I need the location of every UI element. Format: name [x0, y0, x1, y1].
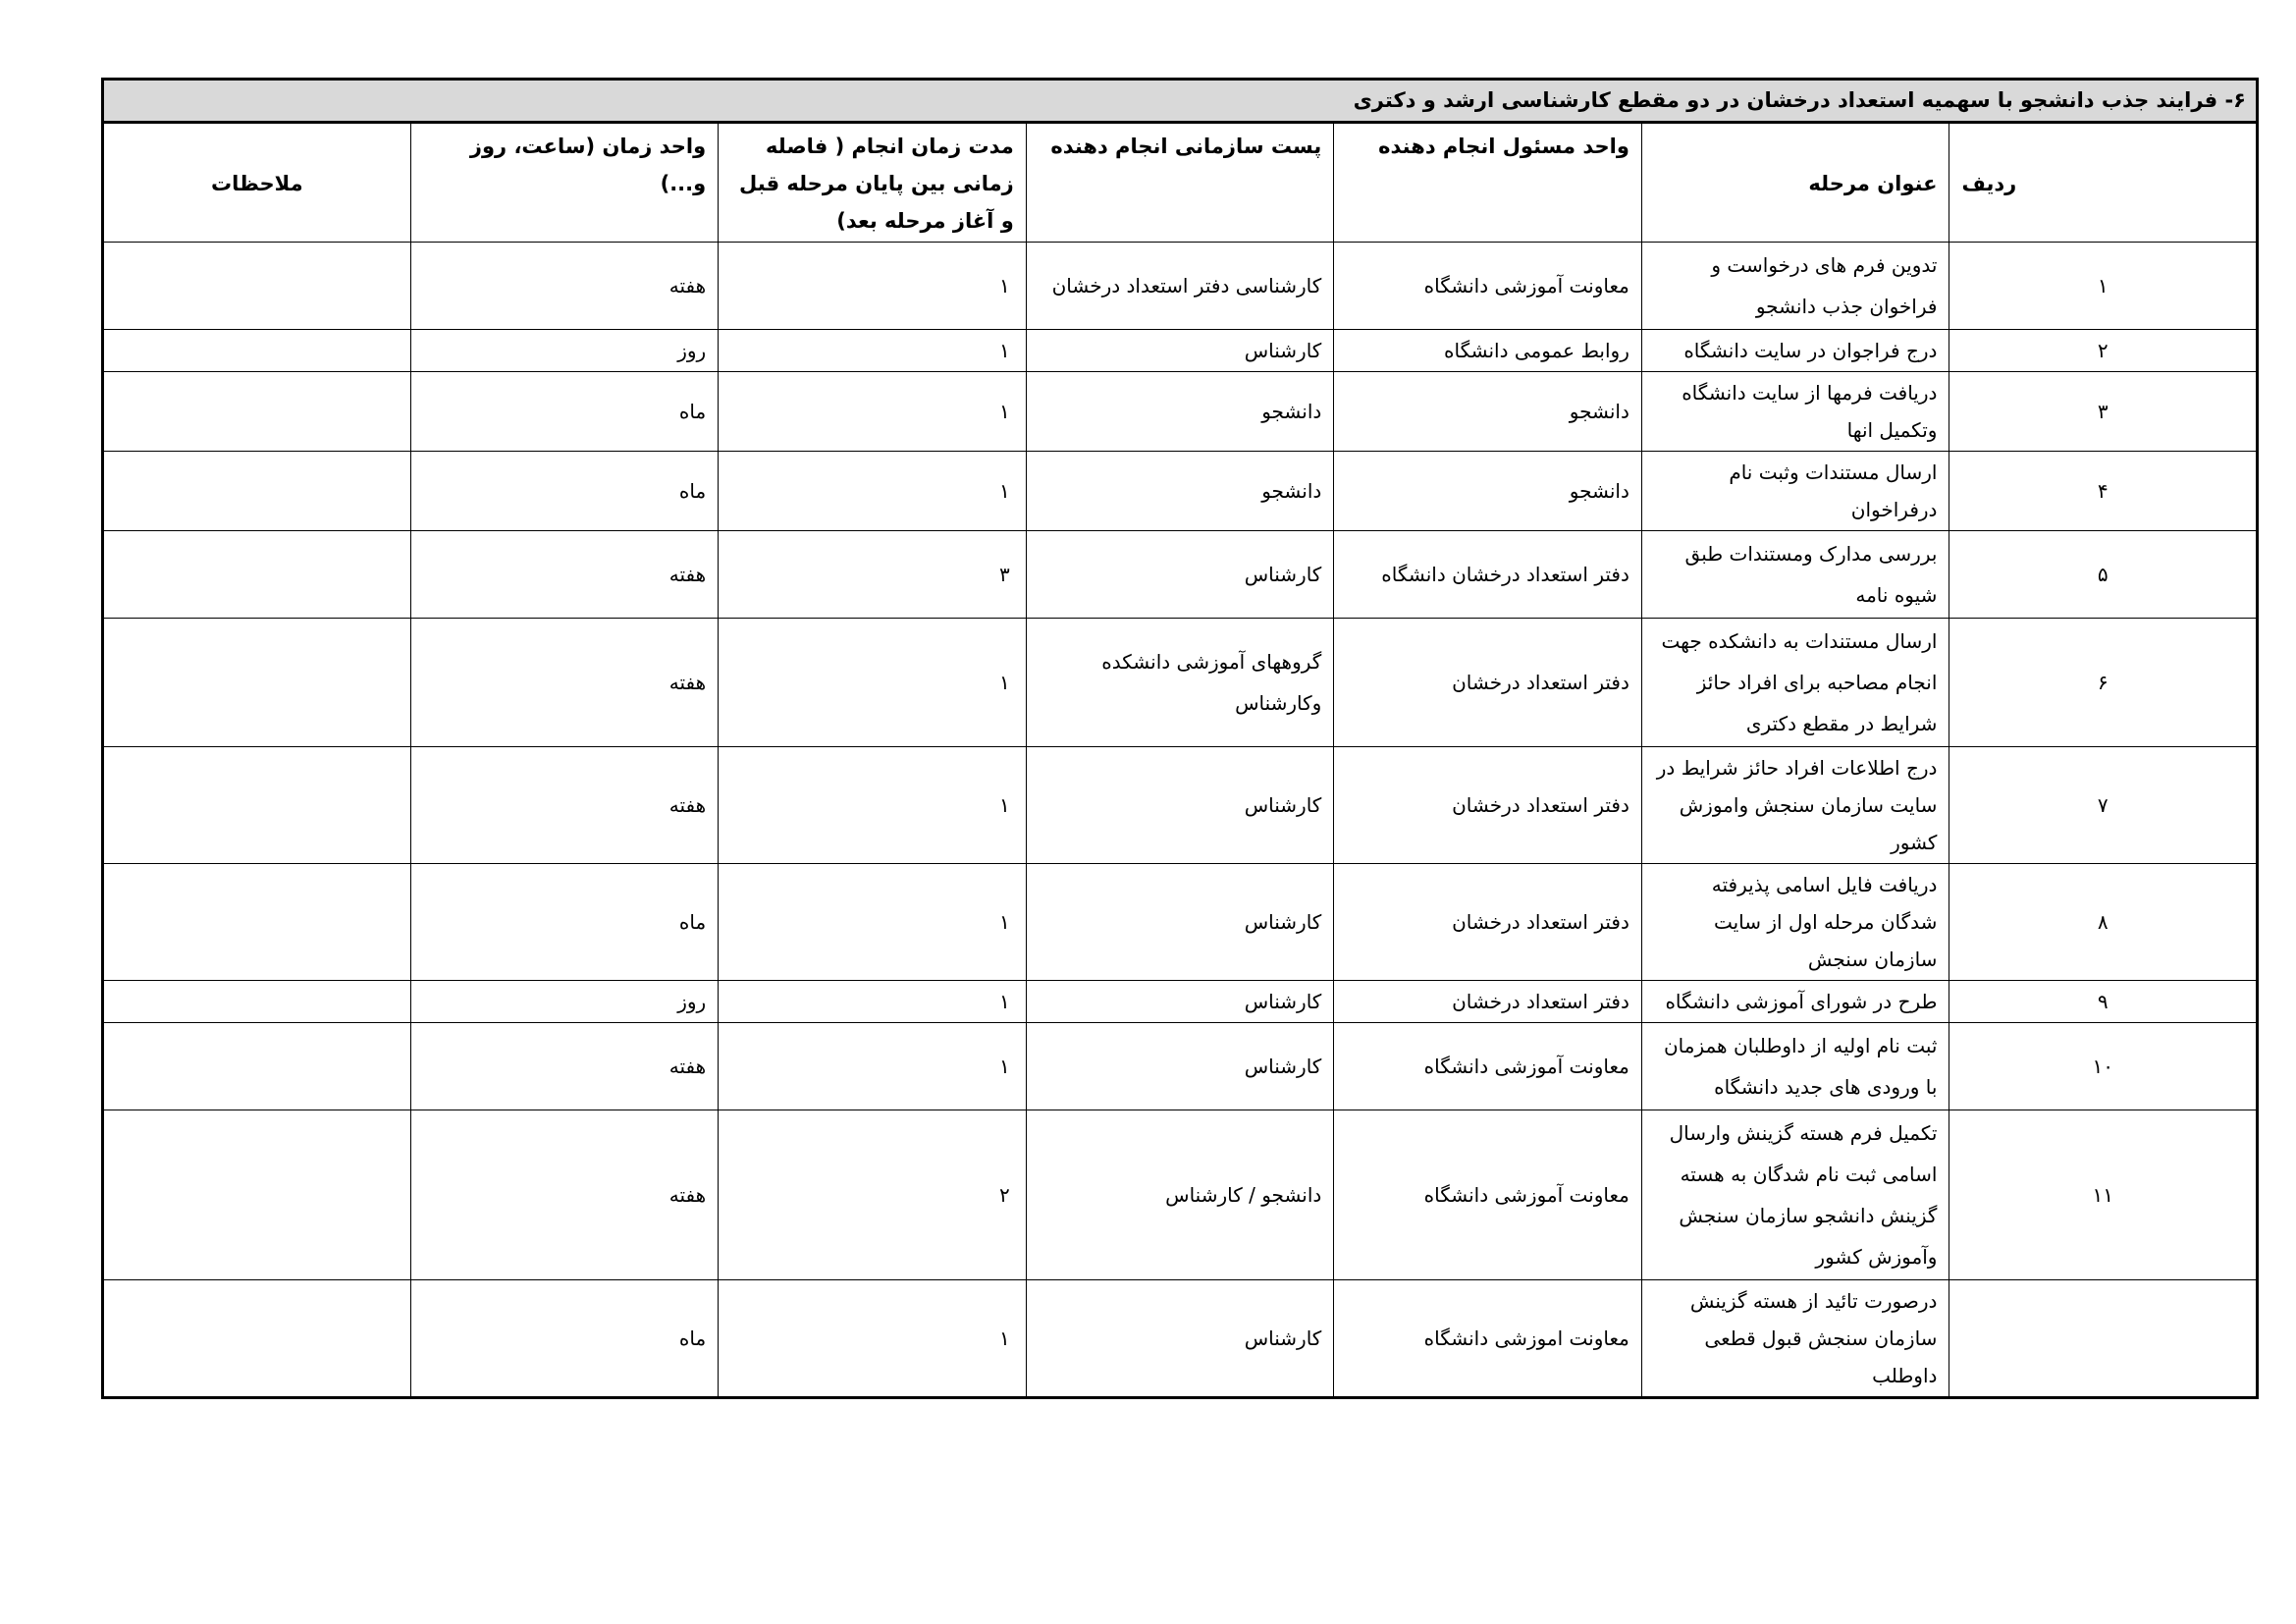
row-number: ۸ [1949, 864, 2258, 981]
organizational-post: کارشناس [1026, 864, 1334, 981]
notes [103, 1110, 411, 1280]
duration: ۱ [719, 372, 1027, 452]
table-row [103, 372, 2258, 452]
table-title: ۶- فرایند جذب دانشجو با سهمیه استعداد درخشان در دو مقطع کارشناسی ارشد و دکتری [103, 80, 2258, 123]
header-row-number: ردیف [1949, 123, 2258, 243]
process-table [101, 78, 2259, 1399]
organizational-post: دانشجو / کارشناس [1026, 1110, 1334, 1280]
step-title: بررسی مدارک ومستندات طبق شیوه نامه [1641, 531, 1949, 619]
header-responsible-unit: واحد مسئول انجام دهنده [1334, 123, 1642, 243]
time-unit: هفته [410, 1110, 719, 1280]
time-unit: روز [410, 330, 719, 372]
row-number: ۱۰ [1949, 1023, 2258, 1110]
time-unit: ماه [410, 864, 719, 981]
header-row [103, 123, 2258, 243]
header-time-unit: واحد زمان (ساعت، روز و...) [410, 123, 719, 243]
notes [103, 1280, 411, 1398]
notes [103, 243, 411, 330]
step-title: درج اطلاعات افراد حائز شرایط در سایت سازمان سنجش واموزش کشور [1641, 747, 1949, 864]
step-title: ارسال مستندات وثبت نام درفراخوان [1641, 452, 1949, 531]
duration: ۱ [719, 1023, 1027, 1110]
table-row [103, 330, 2258, 372]
step-title: دریافت فایل اسامی پذیرفته شدگان مرحله اول از سایت سازمان سنجش [1641, 864, 1949, 981]
time-unit: هفته [410, 747, 719, 864]
table-row [103, 864, 2258, 981]
row-number: ۹ [1949, 981, 2258, 1023]
time-unit: ماه [410, 372, 719, 452]
table-row [103, 1110, 2258, 1280]
time-unit: روز [410, 981, 719, 1023]
organizational-post: کارشناس [1026, 1280, 1334, 1398]
row-number [1949, 1280, 2258, 1398]
responsible-unit: معاونت آموزشی دانشگاه [1334, 1023, 1642, 1110]
step-title: درج فراجوان در سایت دانشگاه [1641, 330, 1949, 372]
notes [103, 981, 411, 1023]
duration: ۳ [719, 531, 1027, 619]
table-row [103, 619, 2258, 747]
duration: ۱ [719, 243, 1027, 330]
row-number: ۴ [1949, 452, 2258, 531]
step-title: طرح در شورای آموزشی دانشگاه [1641, 981, 1949, 1023]
row-number: ۱۱ [1949, 1110, 2258, 1280]
table-row [103, 747, 2258, 864]
responsible-unit: دفتر استعداد درخشان دانشگاه [1334, 531, 1642, 619]
responsible-unit: معاونت آموزشی دانشگاه [1334, 1110, 1642, 1280]
time-unit: ماه [410, 1280, 719, 1398]
notes [103, 864, 411, 981]
organizational-post: دانشجو [1026, 452, 1334, 531]
organizational-post: گروههای آموزشی دانشکده وکارشناس [1026, 619, 1334, 747]
step-title: تدوین فرم های درخواست و فراخوان جذب دانشجو [1641, 243, 1949, 330]
duration: ۲ [719, 1110, 1027, 1280]
time-unit: هفته [410, 619, 719, 747]
table-row [103, 1023, 2258, 1110]
time-unit: هفته [410, 531, 719, 619]
organizational-post: کارشناس [1026, 981, 1334, 1023]
step-title: تکمیل فرم هسته گزینش وارسال اسامی ثبت نام شدگان به هسته گزینش دانشجو سازمان سنجش وآموزش کشور [1641, 1110, 1949, 1280]
table-row [103, 1280, 2258, 1398]
header-organizational-post: پست سازمانی انجام دهنده [1026, 123, 1334, 243]
time-unit: ماه [410, 452, 719, 531]
responsible-unit: دانشجو [1334, 452, 1642, 531]
step-title: درصورت تائید از هسته گزینش سازمان سنجش قبول قطعی داوطلب [1641, 1280, 1949, 1398]
time-unit: هفته [410, 243, 719, 330]
responsible-unit: روابط عمومی دانشگاه [1334, 330, 1642, 372]
row-number: ۳ [1949, 372, 2258, 452]
duration: ۱ [719, 452, 1027, 531]
responsible-unit: دفتر استعداد درخشان [1334, 981, 1642, 1023]
notes [103, 1023, 411, 1110]
organizational-post: کارشناسی دفتر استعداد درخشان [1026, 243, 1334, 330]
row-number: ۲ [1949, 330, 2258, 372]
row-number: ۶ [1949, 619, 2258, 747]
organizational-post: کارشناس [1026, 747, 1334, 864]
table-row [103, 452, 2258, 531]
notes [103, 747, 411, 864]
row-number: ۷ [1949, 747, 2258, 864]
table-row [103, 243, 2258, 330]
row-number: ۵ [1949, 531, 2258, 619]
organizational-post: کارشناس [1026, 330, 1334, 372]
duration: ۱ [719, 747, 1027, 864]
notes [103, 372, 411, 452]
duration: ۱ [719, 864, 1027, 981]
table-row [103, 981, 2258, 1023]
duration: ۱ [719, 619, 1027, 747]
step-title: ارسال مستندات به دانشکده جهت انجام مصاحبه برای افراد حائز شرایط در مقطع دکتری [1641, 619, 1949, 747]
organizational-post: کارشناس [1026, 531, 1334, 619]
header-notes: ملاحظات [103, 123, 411, 243]
duration: ۱ [719, 330, 1027, 372]
duration: ۱ [719, 1280, 1027, 1398]
header-step-title: عنوان مرحله [1641, 123, 1949, 243]
responsible-unit: معاونت اموزشی دانشگاه [1334, 1280, 1642, 1398]
responsible-unit: معاونت آموزشی دانشگاه [1334, 243, 1642, 330]
step-title: ثبت نام اولیه از داوطلبان همزمان با ورودی های جدید دانشگاه [1641, 1023, 1949, 1110]
notes [103, 452, 411, 531]
responsible-unit: دفتر استعداد درخشان [1334, 864, 1642, 981]
table-title-row [103, 80, 2258, 123]
row-number: ۱ [1949, 243, 2258, 330]
responsible-unit: دفتر استعداد درخشان [1334, 747, 1642, 864]
responsible-unit: دانشجو [1334, 372, 1642, 452]
organizational-post: کارشناس [1026, 1023, 1334, 1110]
table-row [103, 531, 2258, 619]
notes [103, 531, 411, 619]
notes [103, 330, 411, 372]
header-duration: مدت زمان انجام ( فاصله زمانی بین پایان مرحله قبل و آغاز مرحله بعد) [719, 123, 1027, 243]
step-title: دریافت فرمها از سایت دانشگاه وتکمیل انها [1641, 372, 1949, 452]
time-unit: هفته [410, 1023, 719, 1110]
notes [103, 619, 411, 747]
responsible-unit: دفتر استعداد درخشان [1334, 619, 1642, 747]
duration: ۱ [719, 981, 1027, 1023]
organizational-post: دانشجو [1026, 372, 1334, 452]
